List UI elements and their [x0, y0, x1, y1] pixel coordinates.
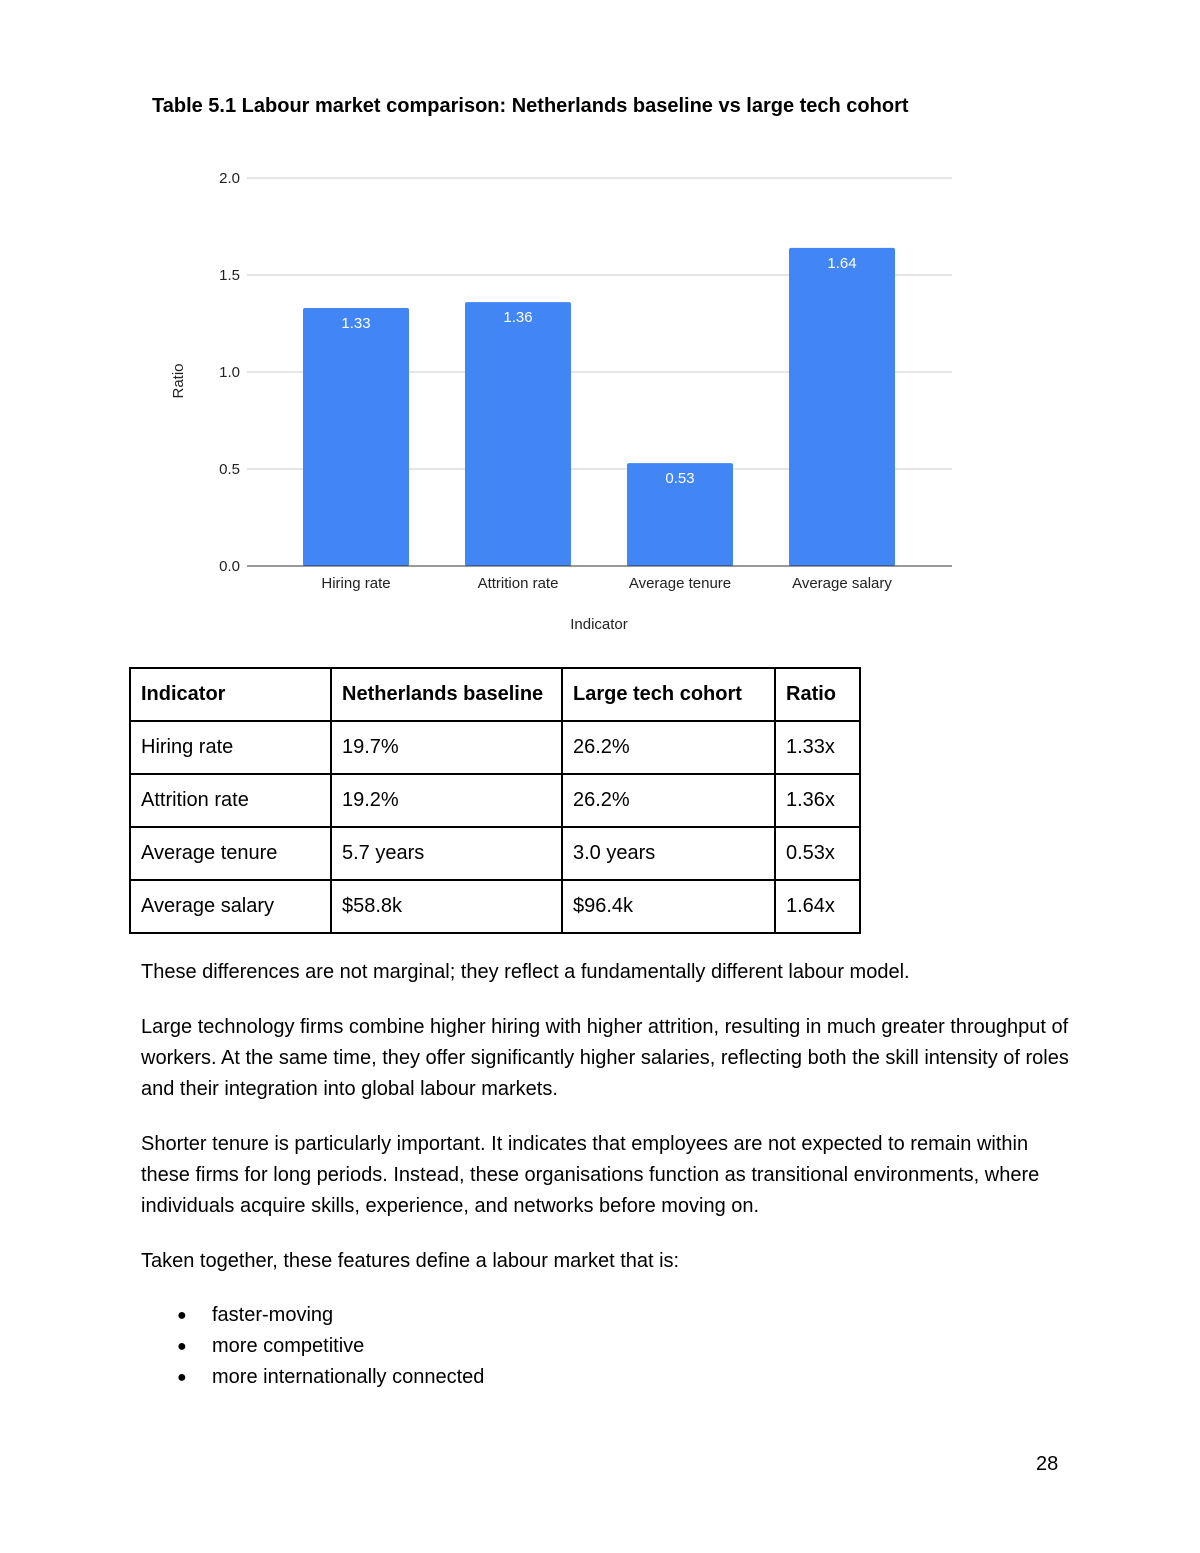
bar-chart: [0, 0, 1200, 650]
header-cell: Netherlands baseline: [331, 668, 562, 721]
comparison-table: [129, 667, 861, 934]
table-cell: $96.4k: [562, 880, 775, 933]
table-cell: 1.64x: [775, 880, 860, 933]
bar-data-label: 1.33: [341, 314, 371, 332]
y-axis-title: Ratio: [170, 363, 187, 399]
table-caption: Table 5.1 Labour market comparison: Netherlands baseline vs large tech cohort: [152, 95, 909, 117]
x-tick-label: Average tenure: [628, 575, 732, 592]
table-cell: Average salary: [130, 880, 331, 933]
table-cell: Attrition rate: [130, 774, 331, 827]
header-cell: Ratio: [775, 668, 860, 721]
paragraph: Taken together, these features define a labour market that is:: [141, 1250, 680, 1272]
bar-data-label: 0.53: [665, 470, 695, 488]
bar-data-label: 1.64: [827, 254, 857, 272]
table-header-row: [130, 668, 860, 721]
header-cell: Large tech cohort: [562, 668, 775, 721]
table-cell: 26.2%: [562, 774, 775, 827]
bar: [303, 308, 409, 566]
table-row: [130, 880, 860, 933]
bullet-icon: ●: [177, 1338, 187, 1355]
table-row: [130, 774, 860, 827]
x-axis-title: Indicator: [570, 616, 628, 633]
list-item-text: more internationally connected: [212, 1366, 485, 1388]
y-tick-label: 0.0: [219, 558, 240, 575]
table-cell: 5.7 years: [331, 827, 562, 880]
table-cell: $58.8k: [331, 880, 562, 933]
header-cell: Indicator: [130, 668, 331, 721]
table-cell: 1.36x: [775, 774, 860, 827]
paragraph: Large technology firms combine higher hiring with higher attrition, resulting in much greater throughput of workers. At the same time, they offer significantly higher salaries, reflecting both the skill intensity of roles and their integration into global labour markets.: [141, 1016, 1069, 1100]
table-cell: 26.2%: [562, 721, 775, 774]
page-number: 28: [1036, 1453, 1059, 1475]
list-item: [141, 1300, 484, 1331]
table-cell: 0.53x: [775, 827, 860, 880]
table-cell: 19.7%: [331, 721, 562, 774]
y-tick-label: 1.5: [219, 267, 240, 284]
list-item: [141, 1331, 484, 1362]
y-tick-label: 0.5: [219, 461, 240, 478]
bar-data-label: 1.36: [503, 309, 533, 327]
table-cell: 19.2%: [331, 774, 562, 827]
table-cell: Hiring rate: [130, 721, 331, 774]
x-tick-label: Average salary: [792, 575, 892, 592]
table-cell: 1.33x: [775, 721, 860, 774]
bar: [789, 248, 895, 566]
x-tick-label: Hiring rate: [321, 575, 391, 592]
paragraph: These differences are not marginal; they reflect a fundamentally different labour model.: [141, 961, 910, 983]
table-cell: Average tenure: [130, 827, 331, 880]
bullet-list: [141, 1300, 484, 1393]
bullet-icon: ●: [177, 1369, 187, 1386]
x-tick-label: Attrition rate: [477, 575, 559, 592]
list-item: [141, 1362, 484, 1393]
y-tick-label: 2.0: [219, 170, 240, 187]
bullet-icon: ●: [177, 1307, 187, 1324]
table-cell: 3.0 years: [562, 827, 775, 880]
table-row: [130, 827, 860, 880]
y-tick-label: 1.0: [219, 364, 240, 381]
bar: [465, 302, 571, 566]
paragraph: Shorter tenure is particularly important. It indicates that employees are not expected to remain within these firms for long periods. Instead, these organisations function as transitional environments, where individuals acquire skills, experience, and networks before moving on.: [141, 1133, 1040, 1217]
table-row: [130, 721, 860, 774]
list-item-text: faster-moving: [212, 1304, 334, 1326]
list-item-text: more competitive: [212, 1335, 365, 1357]
